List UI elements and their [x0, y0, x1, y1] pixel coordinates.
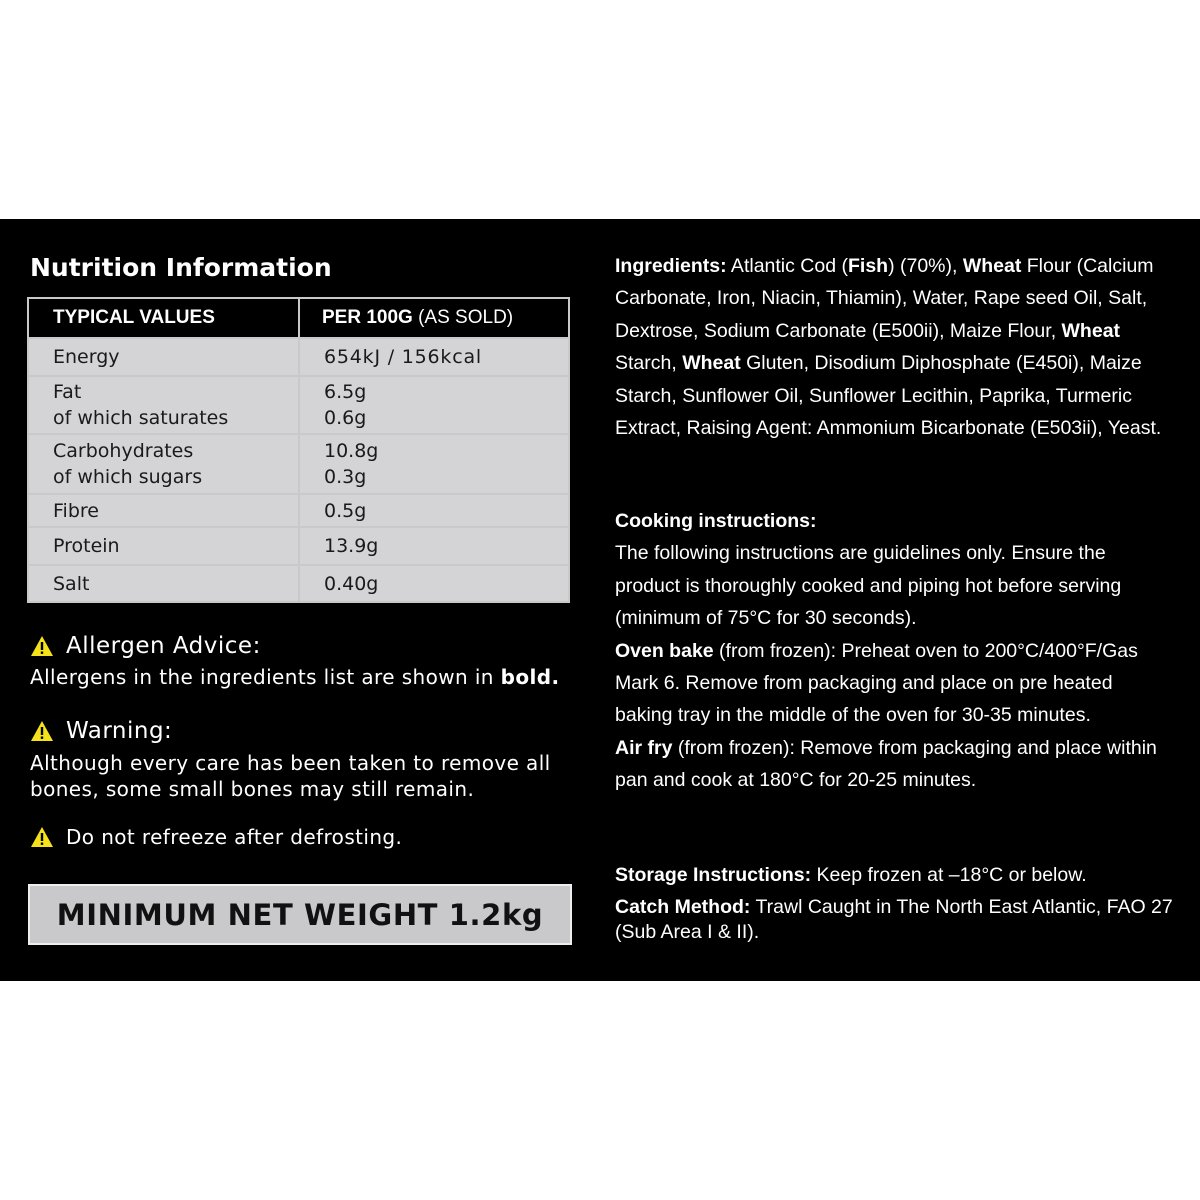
row-label: Fat of which saturates: [28, 376, 299, 434]
warning-heading: Warning:: [30, 718, 172, 744]
row-label: Carbohydrates of which sugars: [28, 434, 299, 494]
product-info-panel: [0, 219, 1200, 981]
row-value: 0.5g: [299, 494, 569, 527]
catch-method: Catch Method: Trawl Caught in The North East Atlantic, FAO 27 (Sub Area I & II).: [615, 896, 1173, 943]
allergen-heading: Allergen Advice:: [30, 633, 261, 659]
table-row: [28, 338, 569, 376]
table-row: [28, 527, 569, 565]
row-label: Fibre: [28, 494, 299, 527]
header-typical-values: TYPICAL VALUES: [28, 298, 299, 338]
nutrition-table: [27, 297, 570, 603]
row-label: Energy: [28, 338, 299, 376]
storage-instructions: Storage Instructions: Keep frozen at –18°C or below.: [615, 864, 1087, 886]
table-row: [28, 565, 569, 602]
row-value: 654kJ / 156kcal: [299, 338, 569, 376]
warning-text: Although every care has been taken to remove all bones, some small bones may still remain.: [30, 751, 551, 801]
warning-icon: [30, 826, 54, 848]
nutrition-title: Nutrition Information: [30, 253, 332, 282]
table-row: [28, 494, 569, 527]
refreeze-notice: Do not refreeze after defrosting.: [30, 825, 402, 849]
table-row: [28, 376, 569, 434]
row-label: Protein: [28, 527, 299, 565]
warning-icon: [30, 720, 54, 742]
allergen-text: Allergens in the ingredients list are shown in bold.: [30, 665, 560, 689]
row-label: Salt: [28, 565, 299, 602]
row-value: 10.8g 0.3g: [299, 434, 569, 494]
cooking-instructions: Cooking instructions: The following instructions are guidelines only. Ensure the product is thoroughly cooked and piping hot before serving (minimum of 75°C for 30 seconds). Oven bake (from frozen): Preheat oven to 200°C/400°F/Gas Mark 6. Remove from packaging and place on pre heated baking tray in the middle of the oven for 30-35 minutes. Air fry (from frozen): Remove from packaging and place within pan and cook at 180°C for 20-25 minutes.: [615, 510, 1157, 792]
row-value: 6.5g 0.6g: [299, 376, 569, 434]
row-value: 13.9g: [299, 527, 569, 565]
row-value: 0.40g: [299, 565, 569, 602]
warning-icon: [30, 635, 54, 657]
net-weight-box: MINIMUM NET WEIGHT 1.2kg: [28, 884, 572, 945]
table-row: [28, 434, 569, 494]
nutrition-header-row: [28, 298, 569, 338]
header-per-100g: PER 100G (AS SOLD): [299, 298, 569, 338]
ingredients-paragraph: Ingredients: Atlantic Cod (Fish) (70%), Wheat Flour (Calcium Carbonate, Iron, Niacin, Thiamin), Water, Rape seed Oil, Salt, Dextrose, Sodium Carbonate (E500ii), Maize Flour, Wheat Starch, Wheat Gluten, Disodium Diphosphate (E450i), Maize Starch, Sunflower Oil, Sunflower Lecithin, Paprika, Turmeric Extract, Raising Agent: Ammonium Bicarbonate (E503ii), Yeast.: [615, 255, 1162, 440]
